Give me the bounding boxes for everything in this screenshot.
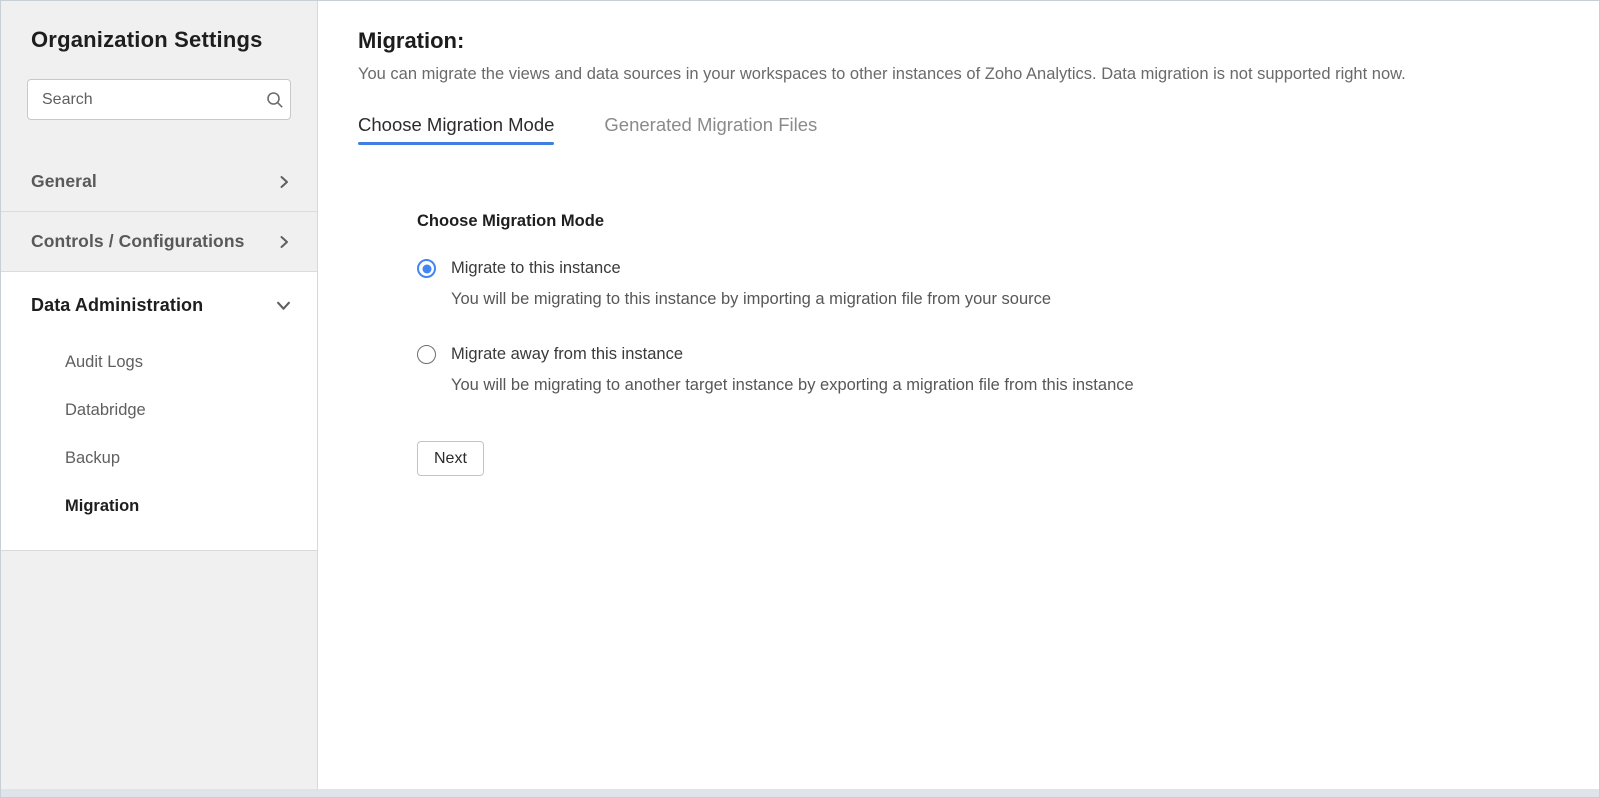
option-description: You will be migrating to this instance by importing a migration file from your source xyxy=(451,290,1052,308)
sidebar-item-controls-configurations[interactable] xyxy=(1,212,317,272)
chevron-down-icon xyxy=(276,298,291,313)
sidebar-nav xyxy=(1,152,317,551)
sidebar xyxy=(1,1,318,797)
search-icon xyxy=(259,91,290,109)
option-label[interactable]: Migrate away from this instance xyxy=(451,345,684,363)
search-box[interactable] xyxy=(27,79,291,120)
next-button[interactable]: Next xyxy=(417,441,484,476)
sidebar-item-label: General xyxy=(31,171,97,191)
option-texts xyxy=(451,343,1134,396)
main-content xyxy=(318,1,1599,797)
sidebar-item-audit-logs[interactable]: Audit Logs xyxy=(65,352,143,371)
sidebar-item-databridge[interactable]: Databridge xyxy=(65,400,146,419)
sidebar-sub-items xyxy=(1,338,317,530)
tab-choose-migration-mode[interactable]: Choose Migration Mode xyxy=(358,114,554,145)
sidebar-item-general[interactable] xyxy=(1,152,317,212)
option-migrate-to-this-instance xyxy=(417,257,1559,310)
section-heading: Choose Migration Mode xyxy=(417,212,604,230)
page-title: Migration: xyxy=(358,28,465,53)
tab-generated-migration-files[interactable]: Generated Migration Files xyxy=(604,114,818,135)
chevron-right-icon xyxy=(277,235,291,249)
bottom-strip xyxy=(1,789,1599,797)
migration-mode-panel xyxy=(417,212,1559,476)
radio-migrate-away-from-this-instance[interactable] xyxy=(417,345,436,364)
sidebar-item-migration[interactable]: Migration xyxy=(65,496,140,515)
chevron-right-icon xyxy=(277,175,291,189)
page-description: You can migrate the views and data sources in your workspaces to other instances of Zoho Analytics. Data migration is not supported right now. xyxy=(358,65,1406,83)
option-texts xyxy=(451,257,1051,310)
sidebar-title: Organization Settings xyxy=(31,27,263,52)
option-description: You will be migrating to another target instance by exporting a migration file from this instance xyxy=(451,376,1134,394)
sidebar-item-label: Controls / Configurations xyxy=(31,231,245,251)
sidebar-section-data-administration xyxy=(1,272,317,551)
sidebar-item-backup[interactable]: Backup xyxy=(65,448,121,467)
radio-migrate-to-this-instance[interactable] xyxy=(417,259,436,278)
sidebar-item-label: Data Administration xyxy=(31,294,204,315)
tab-bar xyxy=(358,114,1559,146)
search-input[interactable] xyxy=(28,91,259,109)
option-migrate-away-from-this-instance xyxy=(417,343,1559,396)
option-label[interactable]: Migrate to this instance xyxy=(451,259,621,277)
sidebar-item-data-administration[interactable] xyxy=(1,272,317,338)
